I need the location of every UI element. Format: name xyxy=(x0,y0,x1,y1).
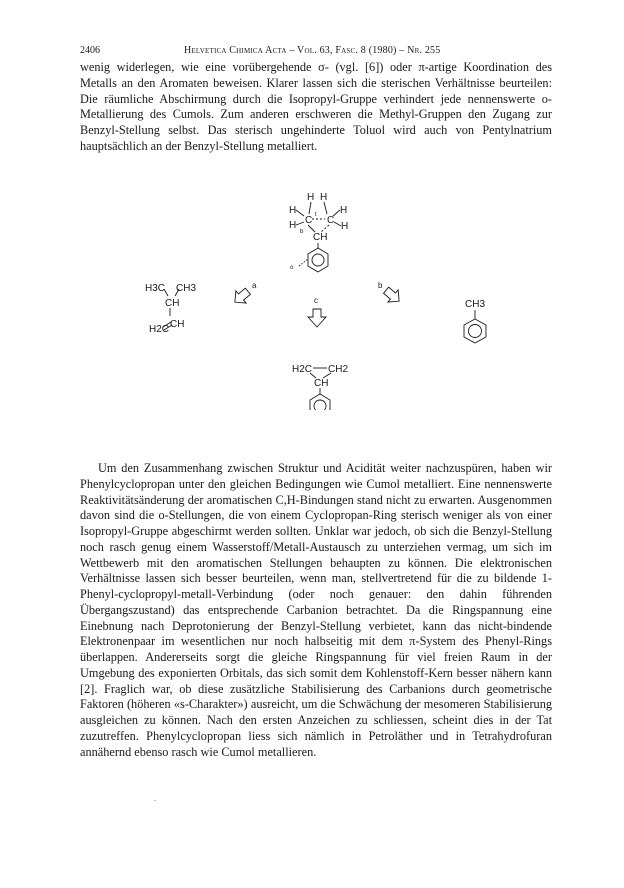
left-structure xyxy=(145,283,196,335)
top-structure xyxy=(289,192,348,272)
top-c1: C xyxy=(305,215,313,226)
top-label-o: o xyxy=(290,265,294,271)
top-label-b: b xyxy=(300,229,304,235)
arrow-b xyxy=(378,281,404,307)
top-ch: CH xyxy=(313,232,328,243)
bottom-benzene xyxy=(310,394,330,410)
top-h-tr: H xyxy=(340,205,348,216)
left-ch: CH xyxy=(165,298,180,309)
left-ch3: CH3 xyxy=(176,283,197,294)
top-benzene xyxy=(308,248,328,272)
top-h-tl: H xyxy=(289,205,297,216)
left-h3c: H3C xyxy=(145,283,166,294)
top-c2: C xyxy=(327,215,335,226)
arrow-b-label: b xyxy=(378,281,383,290)
toluene-benzene xyxy=(464,319,486,343)
arrow-a-label: a xyxy=(252,281,257,290)
reaction-scheme xyxy=(0,180,624,410)
arrow-a xyxy=(230,281,257,308)
right-structure xyxy=(464,299,486,343)
right-ch3: CH3 xyxy=(465,299,486,310)
page-number: 2406 xyxy=(80,45,100,56)
top-h-t2: H xyxy=(320,192,328,203)
bottom-structure xyxy=(292,364,348,410)
arrow-c-label: c xyxy=(314,296,318,305)
bottom-ch: CH xyxy=(314,378,329,389)
journal-citation: Helvetica Chimica Acta – Vol. 63, Fasc. 8 (1980) – Nr. 255 xyxy=(184,45,441,56)
paragraph-1: wenig widerlegen, wie eine vorübergehende σ- (vgl. [6]) oder π-artige Koordination des Metalls an den Aromaten beweisen. Klarer lassen sich die sterischen Verhältnisse beurteilen: Die räumliche Abschirmung durch die Isopropyl-Gruppe verhindert jede nennenswerte o-Metallierung des Cumols. Zum anderen erschweren die Methyl-Gruppen den Zugang zur Benzyl-Stellung selbst. Das sterisch ungehinderte Toluol wird auch von Pentylnatrium hauptsächlich an der Benzyl-Stellung metalliert. xyxy=(80,60,552,153)
bottom-ch2: CH2 xyxy=(328,364,349,375)
running-header xyxy=(80,44,552,58)
arrow-c xyxy=(308,296,326,327)
left-ch2: CH xyxy=(170,319,185,330)
scan-mark xyxy=(154,800,156,801)
paragraph-2: Um den Zusammenhang zwischen Struktur und Acidität weiter nachzuspüren, haben wir Phenylcyclopropan unter den gleichen Bedingungen wie Cumol metalliert. Eine nennenswerte Reaktivitätsänderung der aromatischen C,H-Bindungen stand nicht zu erwarten. Ausgenommen davon sind die o-Stellungen, die von einem Cyclopropan-Ring sterisch weniger als von einer Isopropyl-Gruppe abgeschirmt werden sollten. Unklar war jedoch, ob sich die Benzyl-Stellung noch rasch genug einem Wasserstoff/Metall-Austausch zu unterziehen vermag, um sich im Wettbewerb mit den aromatischen Stellungen behaupten zu können. Die elektronischen Verhältnisse lassen sich besser beurteilen, wenn man, stellvertretend für die zu bildende 1-Phenyl-cyclopropyl-metall-Verbindung (oder noch genauer: den dahin führenden Übergangszustand) das entsprechende Carbanion betrachtet. Da die Ringspannung eine Einebnung nach Deprotonierung der Benzyl-Stellung verbietet, kann das nicht-bindende Elektronenpaar im wesentlichen nur noch halbseitig mit dem π-System des Phenyl-Rings überlappen. Andererseits sorgt die gleiche Ringspannung für viel freien Raum in der Umgebung des exponierten Orbitals, das sich somit dem Kohlenstoff-Kern besser nähern kann [2]. Fraglich war, ob diese zusätzliche Stabilisierung des Carbanions durch geometrische Faktoren (höheren «s-Charakter») ausreicht, um die Schwächung der mesomeren Stabilisierung ausgleichen zu können. Nach den ersten Anzeichen zu schliessen, scheint dies in der Tat zuzutreffen. Phenylcyclopropan liess sich nämlich in Petroläther und in Tetrahydrofuran annähernd ebenso rasch wie Cumol metallieren. xyxy=(80,461,552,759)
top-h-bl: H xyxy=(289,220,297,231)
top-h-br: H xyxy=(341,221,349,232)
left-h2c: H2C xyxy=(149,324,170,335)
top-label-t: t xyxy=(315,212,317,218)
top-h-t1: H xyxy=(307,192,315,203)
bottom-h2c: H2C xyxy=(292,364,313,375)
